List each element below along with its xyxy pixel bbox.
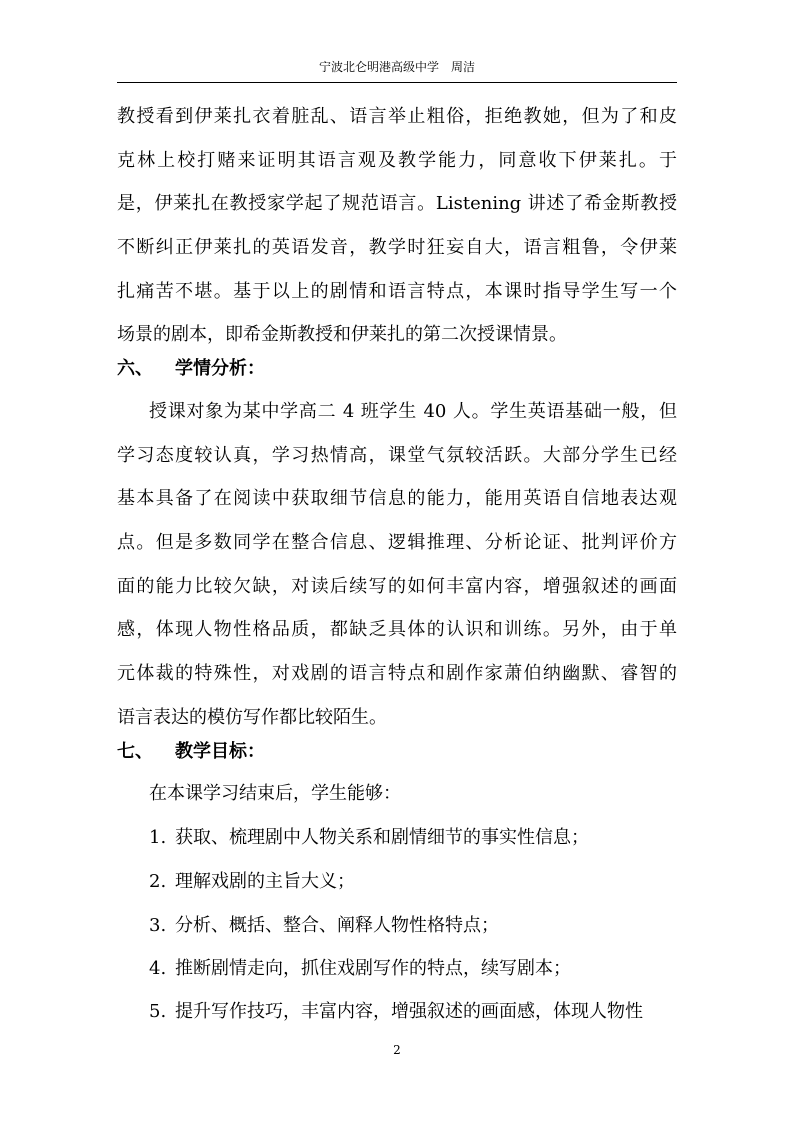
list-text: 理解戏剧的主旨大义； [175,871,355,892]
list-item [149,1000,677,1024]
paragraph-line: 场景的剧本，即希金斯教授和伊莱扎的第二次授课情景。 [117,324,567,345]
list-item [149,914,677,938]
paragraph-line: 面的能力比较欠缺，对读后续写的如何丰富内容，增强叙述的画面 [117,576,677,597]
list-item [149,826,677,850]
list-number: 3. [149,915,167,936]
section-heading-7 [117,740,677,764]
paragraph-line: 克林上校打赌来证明其语言观及教学能力，同意收下伊莱扎。于 [117,150,677,171]
list-number: 4. [149,958,167,979]
page-number: 2 [393,1043,401,1057]
paragraph-line: 基本具备了在阅读中获取细节信息的能力，能用英语自信地表达观 [117,488,677,509]
paragraph-line: 感，体现人物性格品质，都缺乏具体的认识和训练。另外，由于单 [117,619,677,640]
paragraph-line: 教授看到伊莱扎衣着脏乱、语言举止粗俗，拒绝教她，但为了和皮 [117,106,677,127]
section-heading-6 [117,357,677,381]
list-text: 获取、梳理剧中人物关系和剧情细节的事实性信息； [175,827,589,848]
list-item [149,957,677,981]
paragraph-line: 元体裁的特殊性，对戏剧的语言特点和剧作家萧伯纳幽默、睿智的 [117,663,677,684]
page-header: 宁波北仑明港高级中学 周洁 [318,60,475,74]
list-number: 2. [149,871,167,892]
section-number: 六、 [117,358,153,379]
list-text: 推断剧情走向，抓住戏剧写作的特点，续写剧本； [175,958,571,979]
paragraph-line: 扎痛苦不堪。基于以上的剧情和语言特点，本课时指导学生写一个 [117,281,677,302]
paragraph-line: 授课对象为某中学高二 4 班学生 40 人。学生英语基础一般，但 [149,401,677,422]
header-divider [117,82,677,83]
section-title: 学情分析： [175,358,265,379]
paragraph-line: 点。但是多数同学在整合信息、逻辑推理、分析论证、批判评价方 [117,532,677,553]
list-number: 1. [149,827,167,848]
goals-intro: 在本课学习结束后，学生能够： [149,783,401,804]
paragraph-line: 不断纠正伊莱扎的英语发音，教学时狂妄自大，语言粗鲁，令伊莱 [117,237,677,258]
section-number: 七、 [117,741,153,762]
paragraph-line: 学习态度较认真，学习热情高，课堂气氛较活跃。大部分学生已经 [117,445,677,466]
paragraph-line: 是，伊莱扎在教授家学起了规范语言。Listening 讲述了希金斯教授 [117,193,677,214]
section-title: 教学目标： [175,741,265,762]
list-number: 5. [149,1001,167,1022]
list-text: 提升写作技巧，丰富内容，增强叙述的画面感，体现人物性 [175,1001,643,1022]
list-text: 分析、概括、整合、阐释人物性格特点； [175,915,499,936]
list-item [149,870,677,894]
paragraph-line: 语言表达的模仿写作都比较陌生。 [117,707,387,728]
